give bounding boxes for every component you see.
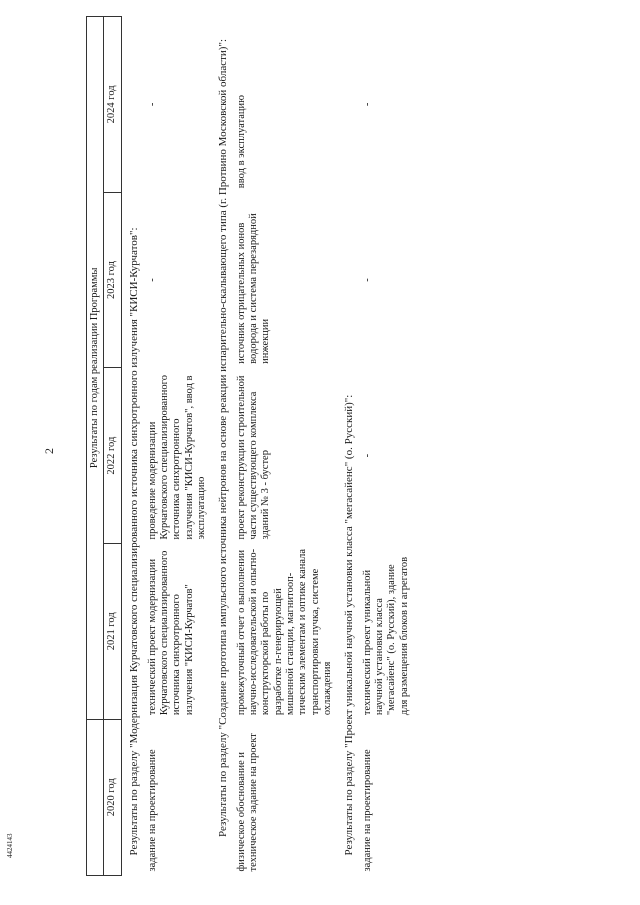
table-cell: ввод в эксплуатацию [235, 95, 247, 189]
year-header: 2021 год [104, 543, 121, 719]
table-row [145, 17, 211, 876]
table-cell: задание на проектирование [361, 749, 373, 872]
table-cell: - [146, 278, 158, 282]
page-number: 2 [42, 448, 56, 454]
table-cell: физическое обоснование и техническое задание на проект [235, 733, 259, 872]
table-cell: проект реконструкции строительной части существующего комплекса зданий № 3 - бустер [235, 375, 272, 540]
table-cell: проведение модернизации Курчатовского специализированного источника синхротронного излучения "КИСИ-Курчатов", ввод в эксплуатацию [146, 375, 208, 540]
table-cell: - [361, 278, 373, 282]
table-row [360, 17, 414, 876]
table-cell: задание на проектирование [146, 749, 158, 872]
year-header: 2024 год [104, 17, 121, 193]
year-header: 2022 год [104, 368, 121, 544]
results-table [86, 16, 413, 876]
rotated-sheet [42, 16, 556, 876]
table-cell: источник отрицательных ионов водорода и система перезарядной инжекции [235, 213, 272, 364]
section-title: Результаты по разделу "Проект уникальной научной установки класса "мегасайенс" (о. Русский)": [342, 394, 355, 856]
table-cell: - [361, 102, 373, 107]
table-cell: промежуточный отчет о выполнении научно-исследовательской и опытно-конструкторской работы по разработке п-генерирующей мишенной станции, магнитооп-тическим элементам и оптике канала транспортировки пучка, системе охлаждения [235, 548, 334, 716]
table-cell: - [361, 453, 373, 458]
year-header: 2023 год [104, 192, 121, 368]
year-header: 2020 год [104, 719, 121, 875]
table-cell: - [146, 102, 158, 107]
table-cell: технический проект модернизации Курчатовского специализированного источника синхротронного излучения "КИСИ-Курчатов" [146, 550, 195, 716]
table-row [234, 17, 337, 876]
group-header: Результаты по годам реализации Программы [87, 17, 104, 720]
doc-id: 4424143 [6, 833, 14, 858]
section-title: Результаты по разделу "Модернизация Курчатовского специализированного источника синхротронного излучения "КИСИ-Курчатов": [127, 227, 140, 856]
table-cell: технический проект уникальной научной установки класса "мегасайенс" (о. Русский), здание для размещения блоков и агрегатов [361, 556, 410, 716]
section-title: Результаты по разделу "Создание прототипа импульсного источника нейтронов на основе реакции испарительно-скалывающего типа (г. Протвино Московской области)": [216, 39, 229, 837]
